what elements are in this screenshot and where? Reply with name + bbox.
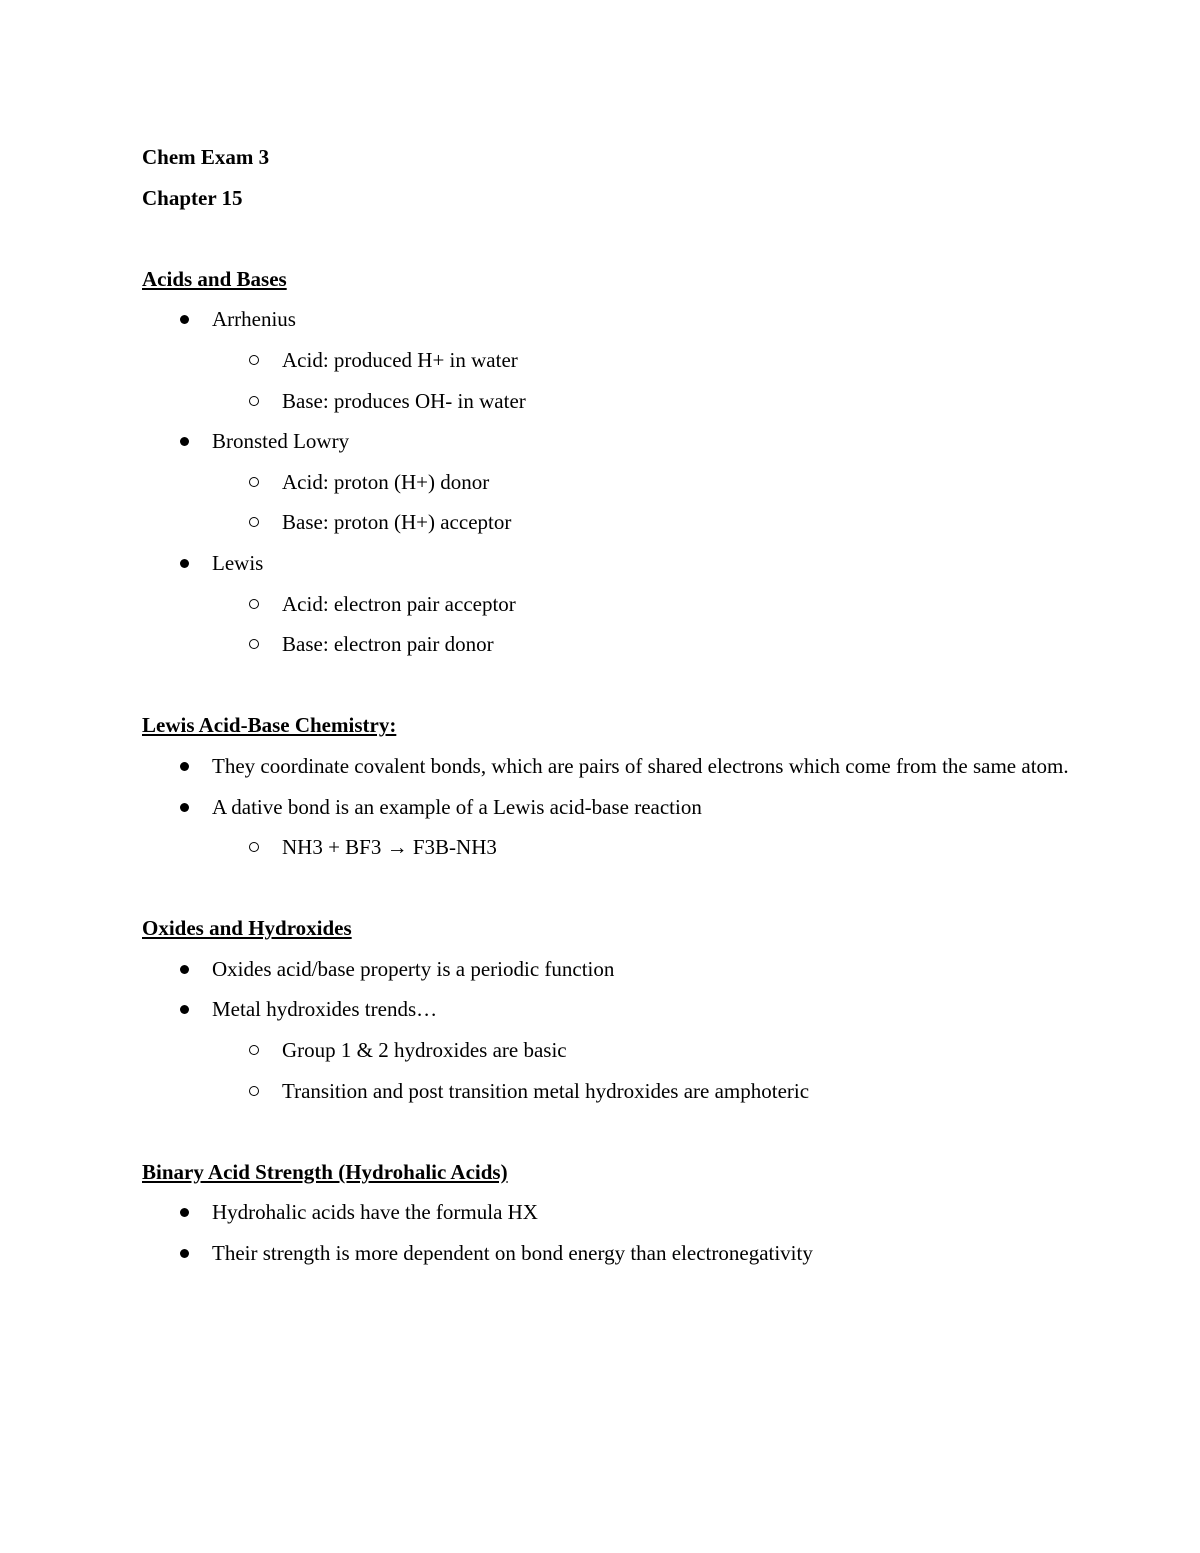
sub-list-item [142, 624, 1072, 665]
sub-list-item [142, 502, 1072, 543]
sub-list-item-text: Transition and post transition metal hydroxides are amphoteric [282, 1078, 810, 1103]
hollow-bullet-icon [249, 477, 259, 487]
bullet-icon [180, 1208, 189, 1217]
section-lewis-acid-base-chemistry [142, 705, 1072, 867]
section-title: Oxides and Hydroxides [142, 916, 352, 941]
spacer [142, 1111, 1072, 1152]
section-title: Acids and Bases [142, 266, 287, 291]
list-item [142, 299, 1072, 340]
list-item-text: Lewis [212, 550, 264, 575]
bullet-list [142, 949, 1072, 1111]
hollow-bullet-icon [249, 842, 259, 852]
sub-list-item-text: Acid: proton (H+) donor [282, 469, 490, 494]
bullet-icon [180, 559, 189, 568]
list-item [142, 543, 1072, 584]
spacer [142, 218, 1072, 259]
bullet-list [142, 1192, 1072, 1273]
sub-list-item-text: Acid: produced H+ in water [282, 347, 518, 372]
sub-list-item [142, 827, 1072, 868]
list-item [142, 1192, 1072, 1233]
sub-list-item [142, 381, 1072, 422]
hollow-bullet-icon [249, 1045, 259, 1055]
bullet-icon [180, 762, 189, 771]
hollow-bullet-icon [249, 517, 259, 527]
sub-list-item [142, 1030, 1072, 1071]
bullet-icon [180, 965, 189, 974]
list-item [142, 1233, 1072, 1274]
spacer [142, 868, 1072, 909]
section-title: Binary Acid Strength (Hydrohalic Acids) [142, 1159, 508, 1184]
hollow-bullet-icon [249, 639, 259, 649]
list-item [142, 421, 1072, 462]
bullet-icon [180, 315, 189, 324]
sub-list-item-text: Acid: electron pair acceptor [282, 591, 516, 616]
section-binary-acid-strength [142, 1152, 1072, 1274]
list-item [142, 989, 1072, 1030]
list-item-text: Metal hydroxides trends… [212, 997, 438, 1022]
bullet-list [142, 299, 1072, 664]
hollow-bullet-icon [249, 355, 259, 365]
bullet-icon [180, 803, 189, 812]
list-item-text: Arrhenius [212, 307, 296, 332]
list-item [142, 787, 1072, 828]
list-item-text: Oxides acid/base property is a periodic function [212, 956, 615, 981]
document-title: Chem Exam 3 [142, 145, 270, 169]
spacer [142, 665, 1072, 706]
bullet-list [142, 746, 1072, 868]
sub-list-item [142, 584, 1072, 625]
section-title: Lewis Acid-Base Chemistry: [142, 713, 397, 738]
sub-list-item-text: Base: electron pair donor [282, 632, 494, 657]
sub-list-item-text: NH3 + BF3 → F3B-NH3 [282, 835, 497, 860]
document-page [142, 137, 1072, 1274]
sub-list-item-text: Base: proton (H+) acceptor [282, 510, 512, 535]
sub-list-item [142, 340, 1072, 381]
list-item-text: A dative bond is an example of a Lewis acid-base reaction [212, 794, 702, 819]
bullet-icon [180, 1005, 189, 1014]
sub-list-item [142, 462, 1072, 503]
sub-list-item [142, 1071, 1072, 1112]
sub-list-item-text: Base: produces OH- in water [282, 388, 526, 413]
list-item-text: They coordinate covalent bonds, which are pairs of shared electrons which come from the same atom. [212, 753, 1069, 778]
hollow-bullet-icon [249, 1086, 259, 1096]
list-item-text: Bronsted Lowry [212, 429, 350, 454]
bullet-icon [180, 437, 189, 446]
hollow-bullet-icon [249, 396, 259, 406]
hollow-bullet-icon [249, 599, 259, 609]
bullet-icon [180, 1249, 189, 1258]
section-oxides-and-hydroxides [142, 908, 1072, 1111]
section-acids-and-bases [142, 259, 1072, 665]
list-item-text: Their strength is more dependent on bond energy than electronegativity [212, 1241, 813, 1266]
list-item [142, 746, 1072, 787]
sub-list-item-text: Group 1 & 2 hydroxides are basic [282, 1038, 567, 1063]
list-item [142, 949, 1072, 990]
chapter-heading: Chapter 15 [142, 185, 243, 210]
list-item-text: Hydrohalic acids have the formula HX [212, 1200, 538, 1225]
